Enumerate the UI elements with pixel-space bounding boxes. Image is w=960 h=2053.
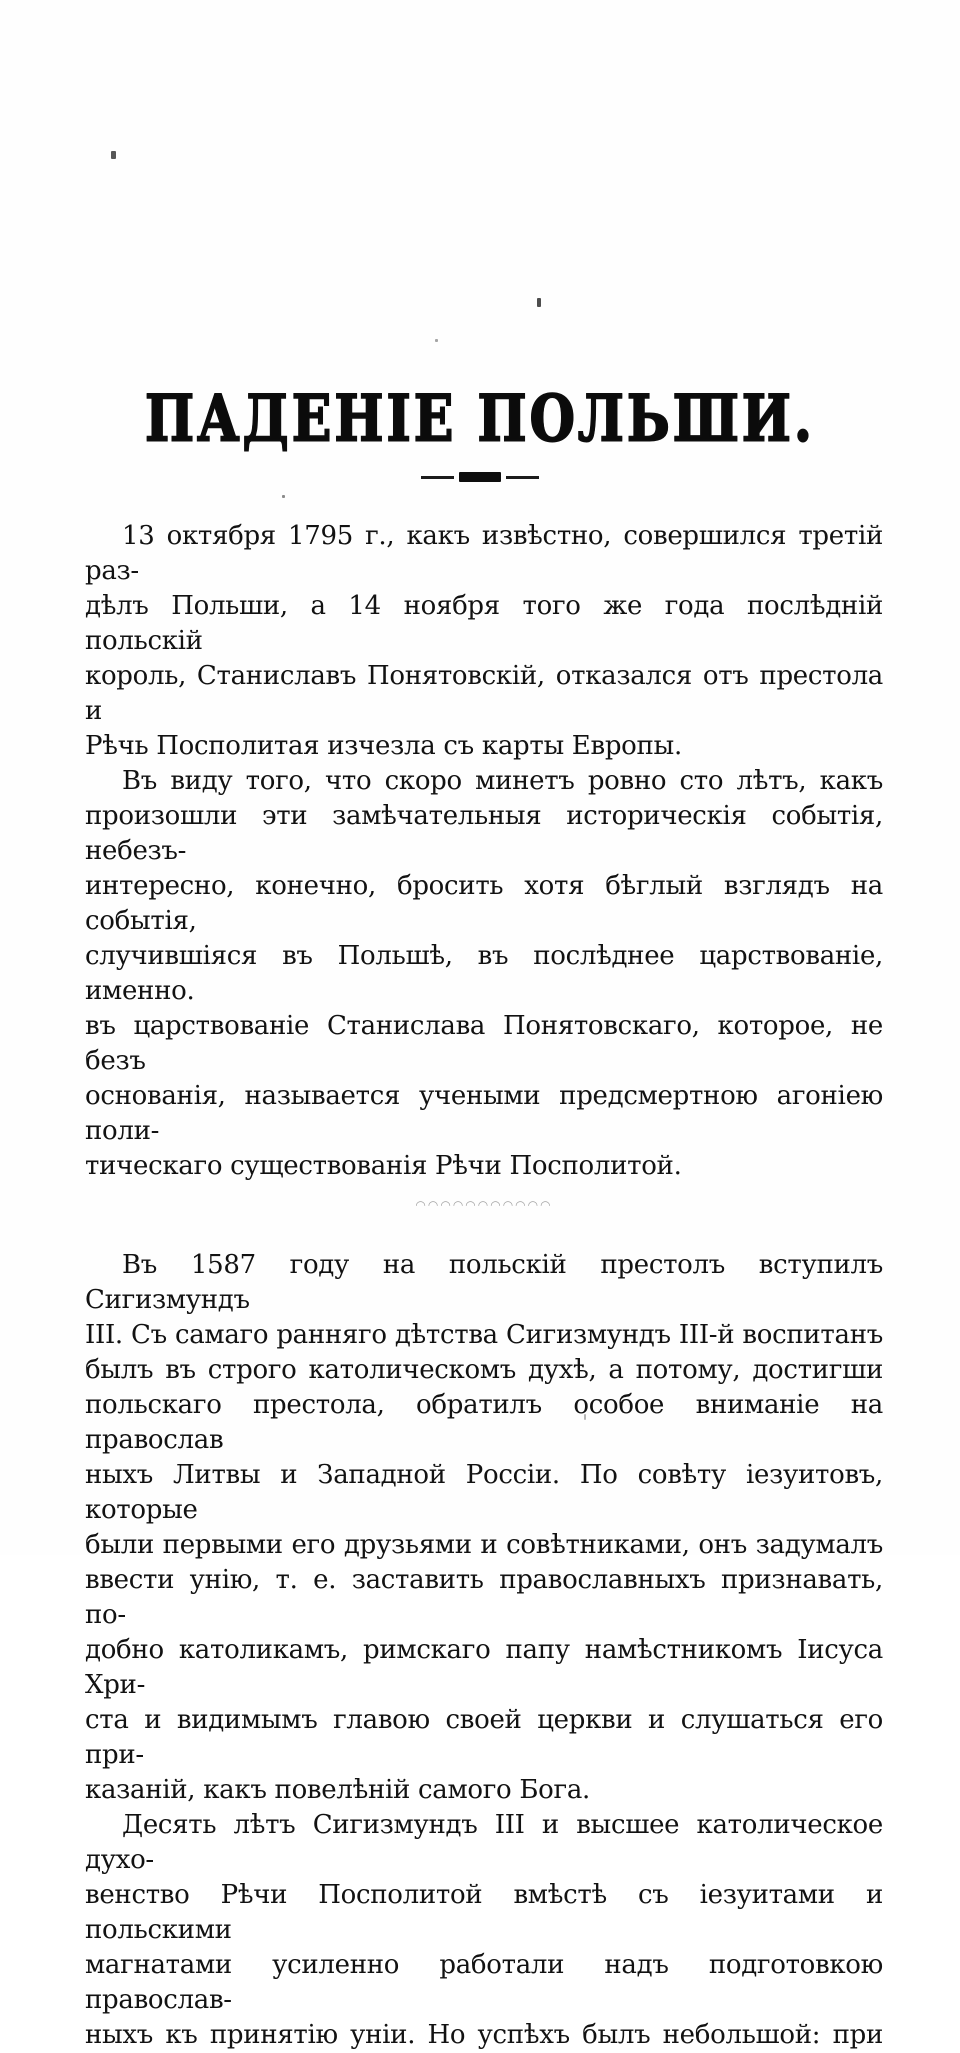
text-line: польскаго престола, обратилъ особое вниманіе на православ xyxy=(85,1390,883,1455)
text-line: 13 октября 1795 г., какъ извѣстно, совершился третій раз- xyxy=(85,521,883,586)
text-line: Въ виду того, что скоро минетъ ровно сто лѣтъ, какъ xyxy=(122,766,883,796)
text-line: магнатами усиленно работали надъ подготовкою православ- xyxy=(85,1950,883,2015)
paragraph-2 xyxy=(85,764,883,1184)
scan-speck xyxy=(111,151,116,159)
section-divider: ◠◠◠◠◠◠◠◠◠◠◠ xyxy=(415,1198,553,1212)
text-line: добно католикамъ, римскаго папу намѣстникомъ Іисуса Хри- xyxy=(85,1635,883,1700)
paragraph-4 xyxy=(85,1808,883,2053)
text-line: былъ въ строго католическомъ духѣ, а потому, достигши xyxy=(85,1355,883,1385)
rule-thick-center xyxy=(459,472,501,482)
text-line: Десять лѣтъ Сигизмундъ III и высшее католическое духо- xyxy=(85,1810,883,1875)
text-line: Въ 1587 году на польскій престолъ вступилъ Сигизмундъ xyxy=(85,1250,883,1315)
rule-thin-left xyxy=(421,476,454,479)
text-line: тическаго существованія Рѣчи Посполитой. xyxy=(85,1151,682,1181)
text-line: ввести унію, т. е. заставить православныхъ признавать, по- xyxy=(85,1565,883,1630)
text-line: ныхъ Литвы и Западной Россіи. По совѣту іезуитовъ, которые xyxy=(85,1460,883,1525)
text-line: Рѣчь Посполитая изчезла съ карты Европы. xyxy=(85,731,682,761)
text-line: король, Станиславъ Понятовскій, отказался отъ престола и xyxy=(85,661,883,726)
rule-thin-right xyxy=(506,476,539,479)
text-line: III. Съ самаго ранняго дѣтства Сигизмундъ III-й воспитанъ xyxy=(85,1320,883,1350)
scan-speck xyxy=(537,298,541,307)
page-title: ПАДЕНІЕ ПОЛЬШИ. xyxy=(145,382,815,457)
text-line: случившіяся въ Польшѣ, въ послѣднее царствованіе, именно. xyxy=(85,941,883,1006)
page-body xyxy=(85,519,883,2053)
text-line: основанія, называется учеными предсмертною агоніею поли- xyxy=(85,1081,883,1146)
text-line: были первыми его друзьями и совѣтниками, онъ задумалъ xyxy=(85,1530,883,1560)
text-line: дѣлъ Польши, а 14 ноября того же года послѣдній польскій xyxy=(85,591,883,656)
scan-speck xyxy=(435,339,438,342)
title-rule xyxy=(0,472,960,482)
scan-speck xyxy=(282,495,285,498)
text-line: казаній, какъ повелѣній самого Бога. xyxy=(85,1775,591,1805)
text-line: интересно, конечно, бросить хотя бѣглый взглядъ на событія, xyxy=(85,871,883,936)
text-line: венство Рѣчи Посполитой вмѣстѣ съ іезуитами и польскими xyxy=(85,1880,883,1945)
text-line: ста и видимымъ главою своей церкви и слушаться его при- xyxy=(85,1705,883,1770)
text-line: произошли эти замѣчательныя историческія событія, небезъ- xyxy=(85,801,883,866)
paragraph-1 xyxy=(85,519,883,764)
paragraph-3 xyxy=(85,1248,883,1808)
text-line: ныхъ къ принятію уніи. Но успѣхъ былъ небольшой: при xyxy=(85,2020,883,2050)
text-line: въ царствованіе Станислава Понятовскаго, которое, не безъ xyxy=(85,1011,883,1076)
